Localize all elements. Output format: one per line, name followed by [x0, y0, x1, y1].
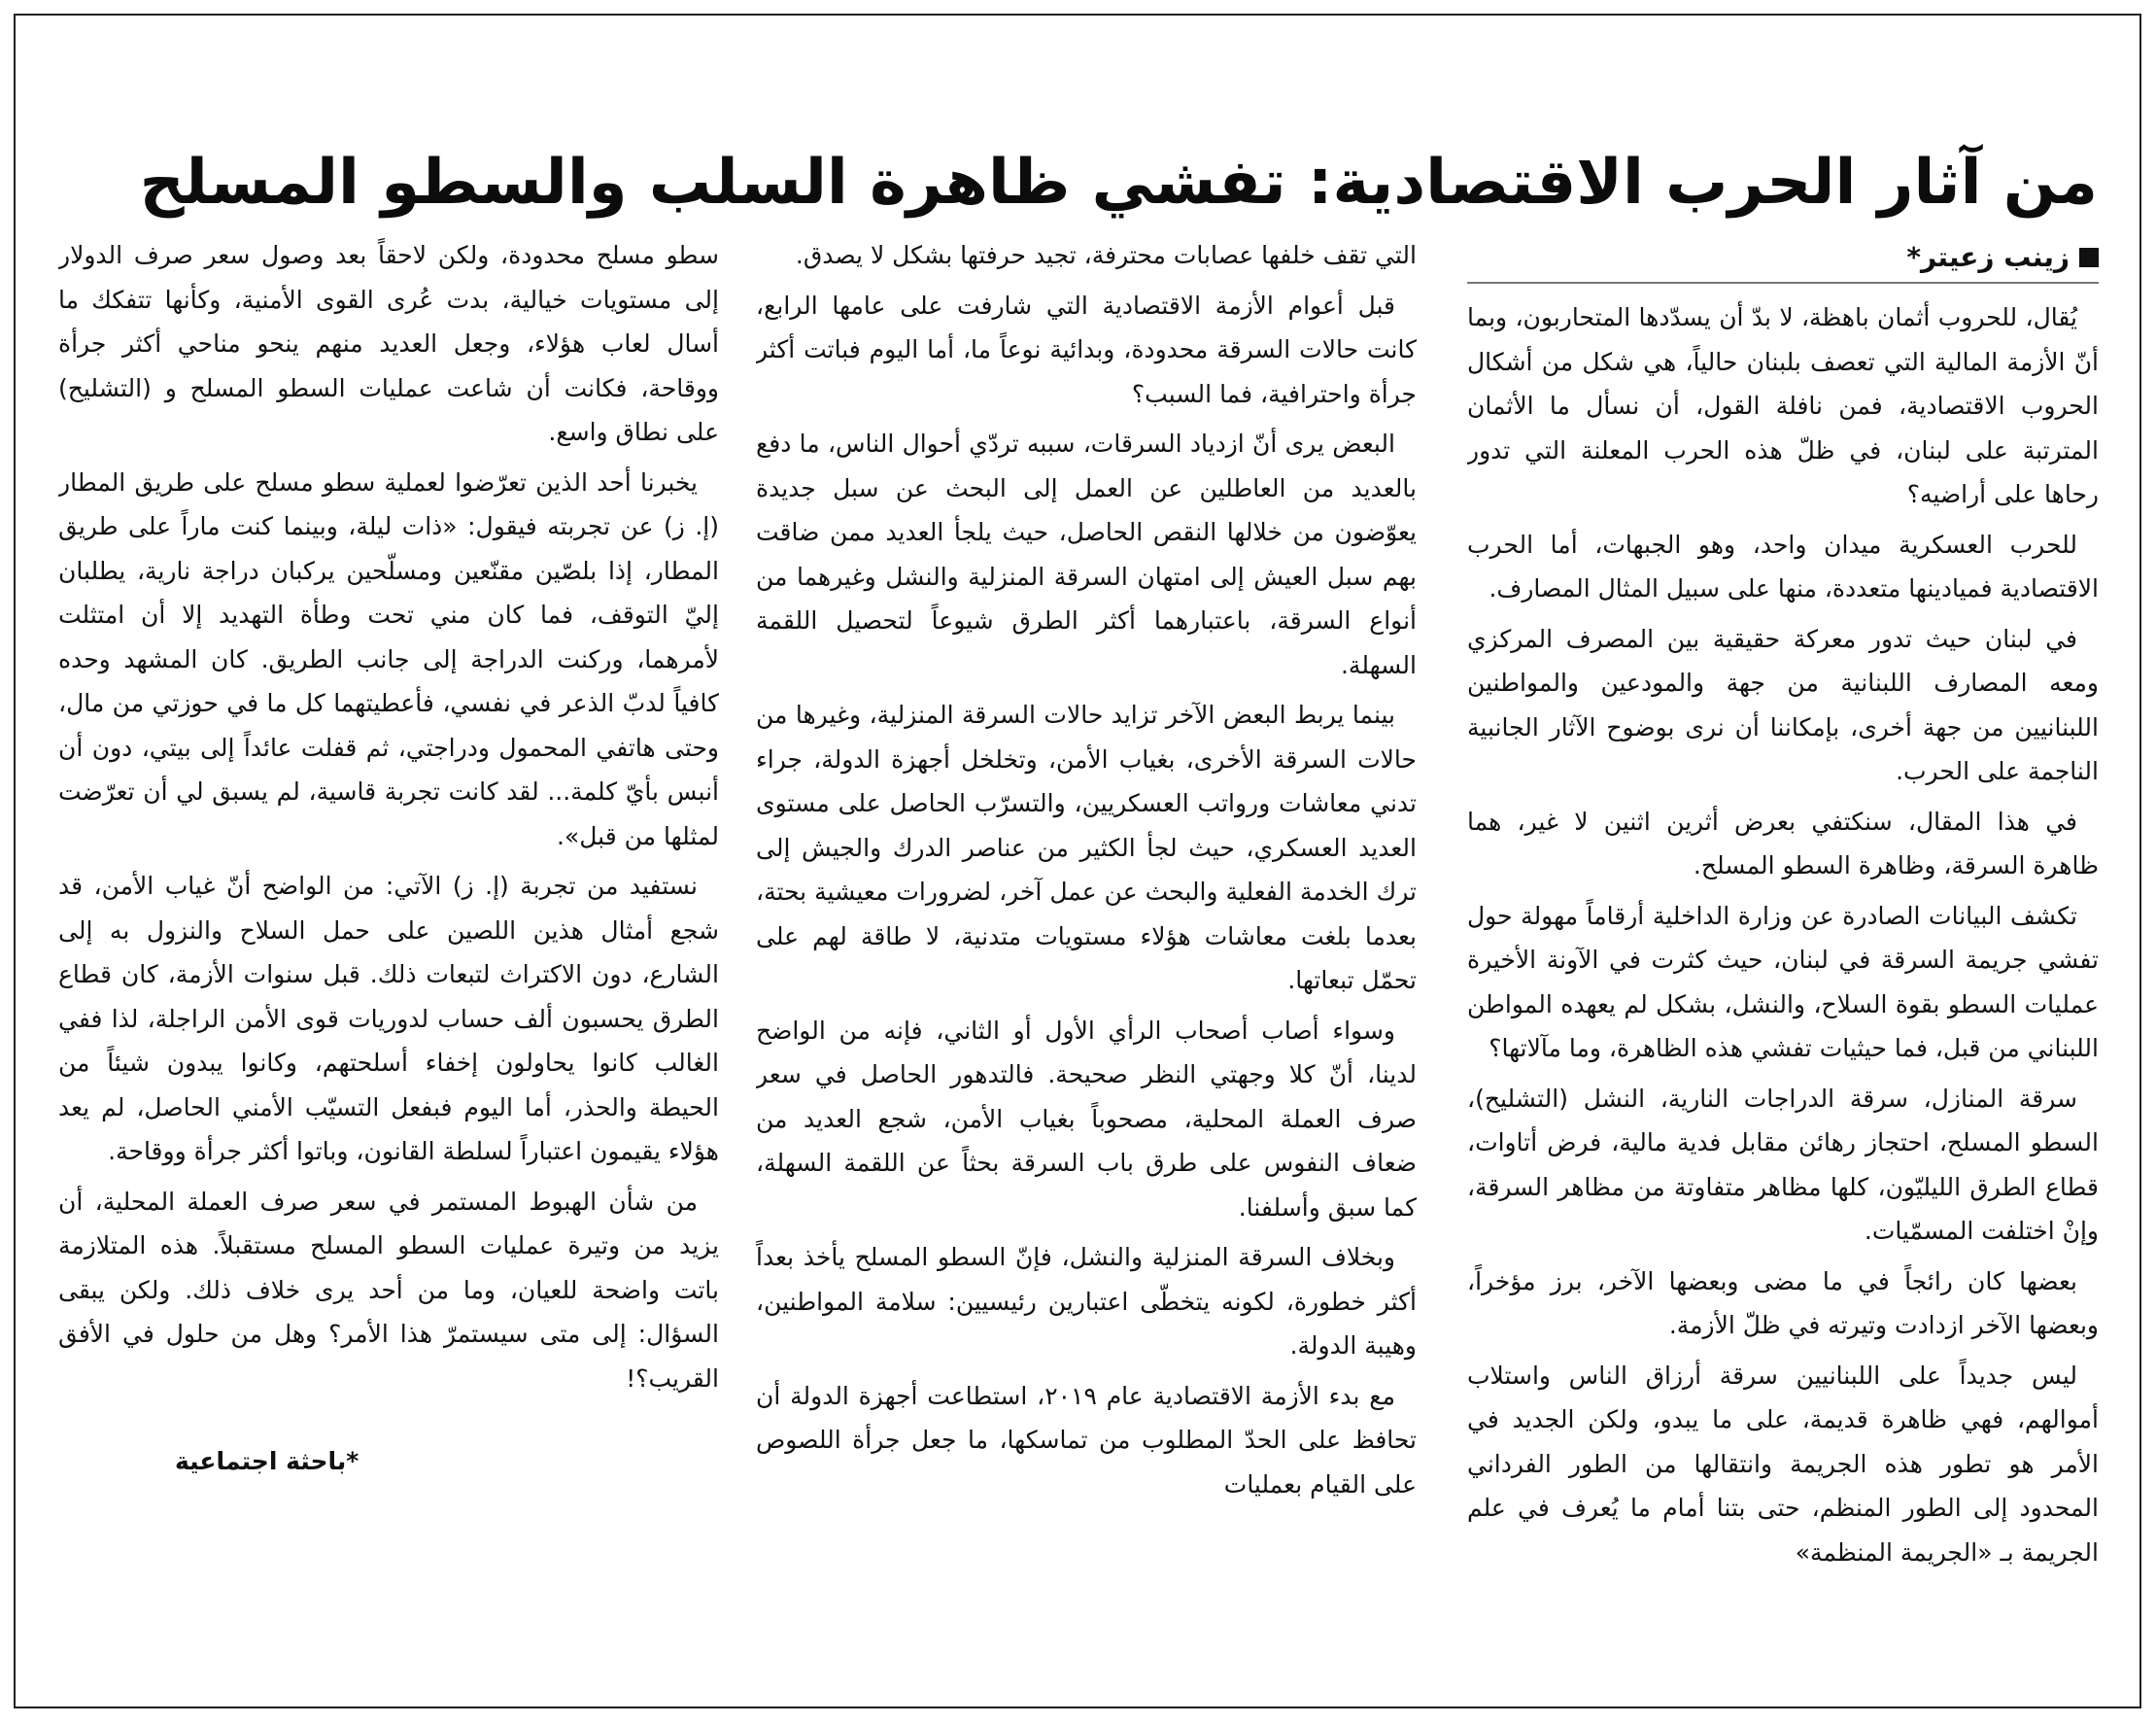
paragraph: يخبرنا أحد الذين تعرّضوا لعملية سطو مسلح على طريق المطار (إ. ز) عن تجربته فيقول: «ذات ليلة، وبينما كنت ماراً على طريق المطار، إذا بلصّين مقنّعين ومسلّحين يركبان دراجة نارية، يطلبان إليّ التوقف، فما كان مني تحت وطأة التهديد إلا أن امتثلت لأمرهما، وركنت الدراجة إلى جانب الطريق. كان المشهد وحده كافياً لدبّ الذعر في نفسي، فأعطيتهما كل ما في حوزتي من مال، وحتى هاتفي المحمول ودراجتي، ثم قفلت عائداً إلى بيتي، دون أن أنبس بأيّ كلمة... لقد كانت تجربة قاسية، لم يسبق لي أن تعرّضت لمثلها من قبل».	[58, 467, 719, 850]
article-headline: من آثار الحرب الاقتصادية: تفشي ظاهرة السلب والسطو المسلح	[139, 146, 2098, 219]
paragraph: ليس جديداً على اللبنانيين سرقة أرزاق الناس واستلاب أموالهم، فهي ظاهرة قديمة، على ما يبدو، ولكن الجديد في الأمر هو تطور هذه الجريمة وانتقالها من الطور الفرداني المحدود إلى الطور المنظم، حتى بتنا أمام ما يُعرف في علم الجريمة بـ «الجريمة المنظمة»	[1467, 1361, 2099, 1567]
article-column-right	[1467, 233, 2099, 1681]
square-bullet-icon	[2079, 248, 2099, 267]
paragraph: للحرب العسكرية ميدان واحد، وهو الجبهات، أما الحرب الاقتصادية فميادينها متعددة، منها على سبيل المثال المصارف.	[1467, 530, 2099, 603]
paragraph: يُقال، للحروب أثمان باهظة، لا بدّ أن يسدّدها المتحاربون، وبما أنّ الأزمة المالية التي تعصف بلبنان حالياً، هي شكل من أشكال الحروب الاقتصادية، فمن نافلة القول، أن نسأل ما الأثمان المترتبة على لبنان، في ظلّ هذه الحرب المعلنة التي تدور رحاها على أراضيه؟	[1467, 303, 2099, 508]
paragraph: تكشف البيانات الصادرة عن وزارة الداخلية أرقاماً مهولة حول تفشي جريمة السرقة في لبنان، حيث كثرت في الآونة الأخيرة عمليات السطو بقوة السلاح، والنشل، بشكل لم يعهده المواطن اللبناني من قبل، فما حيثيات تفشي هذه الظاهرة، وما مآلاتها؟	[1467, 901, 2099, 1062]
paragraph: نستفيد من تجربة (إ. ز) الآتي: من الواضح أنّ غياب الأمن، قد شجع أمثال هذين اللصين على حمل السلاح والنزول به إلى الشارع، دون الاكتراث لتبعات ذلك. قبل سنوات الأزمة، كان قطاع الطرق يحسبون ألف حساب لدوريات قوى الأمن الراجلة، لذا ففي الغالب كانوا يحاولون إخفاء أسلحتهم، وكانوا يبدون شيئاً من الحيطة والحذر، أما اليوم فبفعل التسيّب الأمني الحاصل، لم يعد هؤلاء يقيمون اعتباراً لسلطة القانون، وباتوا أكثر جرأة ووقاحة.	[58, 872, 719, 1165]
paragraph: مع بدء الأزمة الاقتصادية عام ٢٠١٩، استطاعت أجهزة الدولة أن تحافظ على الحدّ المطلوب من تماسكها، ما جعل جرأة اللصوص على القيام بعمليات	[756, 1381, 1417, 1499]
paragraph: سرقة المنازل، سرقة الدراجات النارية، النشل (التشليح)، السطو المسلح، احتجاز رهائن مقابل فدية مالية، فرض أتاوات، قطاع الطرق الليليّون، كلها مظاهر متفاوتة من مظاهر السرقة، وإنْ اختلفت المسمّيات.	[1467, 1084, 2099, 1245]
article-column-left	[58, 233, 719, 1681]
paragraph: في لبنان حيث تدور معركة حقيقية بين المصرف المركزي ومعه المصارف اللبنانية من جهة والمودعين والمواطنين اللبنانيين من جهة أخرى، بإمكاننا أن نرى بوضوح الآثار الجانبية الناجمة على الحرب.	[1467, 624, 2099, 785]
paragraph: بعضها كان رائجاً في ما مضى وبعضها الآخر، برز مؤخراً، وبعضها الآخر ازدادت وتيرته في ظلّ الأزمة.	[1467, 1266, 2099, 1339]
paragraph: وسواء أصاب أصحاب الرأي الأول أو الثاني، فإنه من الواضح لدينا، أنّ كلا وجهتي النظر صحيحة. فالتدهور الحاصل في سعر صرف العملة المحلية، مصحوباً بغياب الأمن، شجع العديد من ضعاف النفوس على طرق باب السرقة بحثاً عن اللقمة السهلة، كما سبق وأسلفنا.	[756, 1016, 1417, 1222]
paragraph: التي تقف خلفها عصابات محترفة، تجيد حرفتها بشكل لا يصدق.	[795, 241, 1417, 269]
paragraph: بينما يربط البعض الآخر تزايد حالات السرقة المنزلية، وغيرها من حالات السرقة الأخرى، بغياب الأمن، وتخلخل أجهزة الدولة، جراء تدني معاشات ورواتب العسكريين، والتسرّب الحاصل على مستوى العديد العسكري، حيث لجأ الكثير من عناصر الدرك والجيش إلى ترك الخدمة الفعلية والبحث عن عمل آخر، لضرورات معيشية بحتة، بعدما بلغت معاشات هؤلاء مستويات متدنية، لا طاقة لهم على تحمّل تبعاتها.	[756, 701, 1417, 994]
paragraph: من شأن الهبوط المستمر في سعر صرف العملة المحلية، أن يزيد من وتيرة عمليات السطو المسلح مستقبلاً. هذه المتلازمة باتت واضحة للعيان، وما من أحد يرى خلاف ذلك. ولكن يبقى السؤال: إلى متى سيستمرّ هذا الأمر؟ وهل من حلول في الأفق القريب؟!	[58, 1187, 719, 1393]
article-column-middle	[756, 233, 1417, 1681]
paragraph: وبخلاف السرقة المنزلية والنشل، فإنّ السطو المسلح يأخذ بعداً أكثر خطورة، لكونه يتخطّى اعتبارين رئيسيين: سلامة المواطنين، وهيبة الدولة.	[756, 1243, 1417, 1360]
author-footnote: *باحثة اجتماعية	[175, 1447, 359, 1475]
paragraph: البعض يرى أنّ ازدياد السرقات، سببه تردّي أحوال الناس، ما دفع بالعديد من العاطلين عن العمل إلى البحث عن سبل جديدة يعوّضون من خلالها النقص الحاصل، حيث يلجأ العديد ممن ضاقت بهم سبل العيش إلى امتهان السرقة المنزلية والنشل وغيرهما من أنواع السرقة، باعتبارهما أكثر الطرق شيوعاً لتحصيل اللقمة السهلة.	[756, 430, 1417, 679]
paragraph: قبل أعوام الأزمة الاقتصادية التي شارفت على عامها الرابع، كانت حالات السرقة محدودة، وبدائية نوعاً ما، أما اليوم فباتت أكثر جرأة واحترافية، فما السبب؟	[756, 291, 1417, 408]
paragraph: سطو مسلح محدودة، ولكن لاحقاً بعد وصول سعر صرف الدولار إلى مستويات خيالية، بدت عُرى القوى الأمنية، وكأنها تتفكك ما أسال لعاب هؤلاء، وجعل العديد منهم ينحو مناحي أكثر جرأة ووقاحة، فكانت أن شاعت عمليات السطو المسلح و (التشليح) على نطاق واسع.	[58, 241, 719, 446]
paragraph: في هذا المقال، سنكتفي بعرض أثرين اثنين لا غير، هما ظاهرة السرقة، وظاهرة السطو المسلح.	[1467, 807, 2099, 879]
byline	[1467, 233, 2099, 284]
author-name: زينب زعيتر*	[1906, 241, 2070, 273]
